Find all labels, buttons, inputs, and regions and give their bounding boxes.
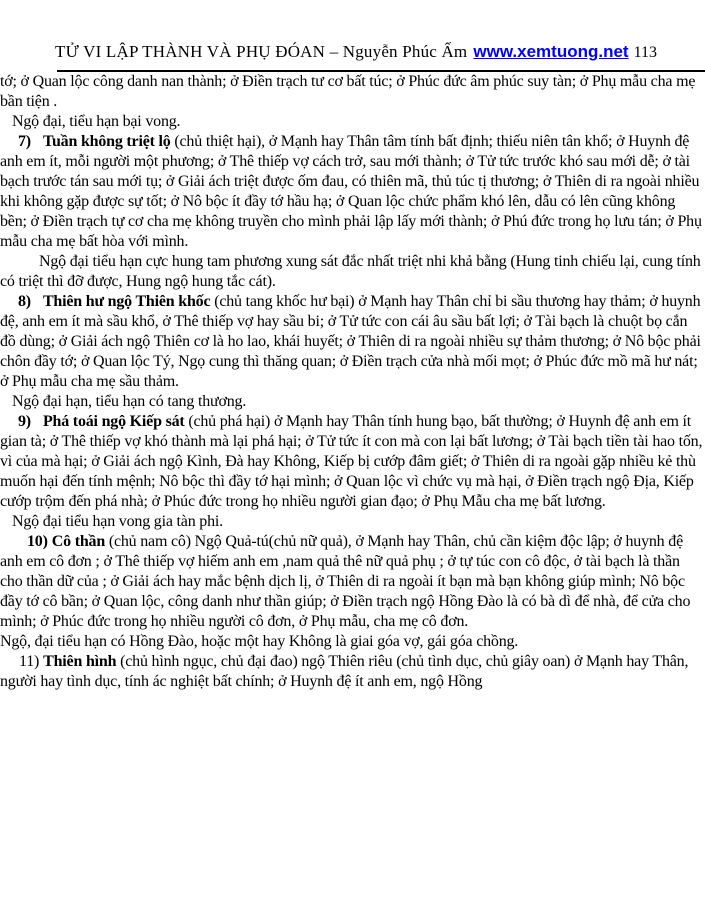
header-right [473, 42, 657, 62]
paragraph-section-8 [0, 292, 705, 392]
paragraph-ngo-dai-5: Ngộ, đại tiểu hạn có Hồng Đào, hoặc một hay Không là giai góa vợ, gái góa chồng. [0, 633, 519, 650]
section-8-body: (chủ tang khốc hư bại) ở Mạnh hay Thân chỉ bi sầu thương hay thảm; ở huynh đệ, anh em ít mà sầu khổ, ở Thê thiếp vợ hay sầu bi; ở Tử tức con cái âu sầu bất lợi; ở Tài bạch là chuột bọ cắn đồ dùng; ở Giải ách ngộ Thiên cơ là ho lao, khái huyết; ở Thiên di ra ngoài nhiều sự thảm thương; ở Nô bộc phải chôn đầy tớ; ở Quan lộc Tý, Ngọ cung thì thăng quan; ở Điền trạch cửa nhà mối mọt; ở Phúc đức mồ mã hư nát; ở Phụ mẫu cha mẹ sầu thảm. [0, 293, 701, 390]
section-9-number: 9) [18, 413, 31, 430]
book-title: TỬ VI LẬP THÀNH VÀ PHỤ ĐÓAN – Nguyễn Phúc Ấm [55, 42, 468, 61]
paragraph-ngo-dai-3: Ngộ đại hạn, tiểu hạn có tang thương. [12, 393, 247, 410]
section-8-number: 8) [18, 293, 31, 310]
section-10-number: 10) [27, 533, 48, 550]
section-7-body: (chủ thiệt hại), ở Mạnh hay Thân tâm tính bất định; thiếu niên tân khổ; ở Huynh đệ anh em ít, mỗi người một phương; ở Thê thiếp vợ cách trở, sau mới thành; ở Tử tức trước khó sau mới dễ; ở tài bạch trước tán sau mới tụ; ở Giải ách triệt được ốm đau, có thiên mã, thủ túc tị thương; ở Thiên di ra ngoài nhiều khi không gặp được sự tốt; ở Nô bộc ít đầy tớ hầu hạ; ở Quan lộc chức phẩm khó lên, dẫu có lên cũng không bền; ở Điền trạch tự cơ cha mẹ không truyền cho mình phải lập lấy mới thành; ở Phú đức trong họ lưu tán; ở Phụ mẫu cha mẹ bất hòa với mình. [0, 133, 702, 250]
paragraph-section-10 [0, 532, 705, 632]
paragraph-ngo-dai-1: Ngộ đại, tiểu hạn bại vong. [12, 113, 181, 130]
page-header [0, 0, 705, 62]
section-8-title: Thiên hư ngộ Thiên khốc [42, 293, 211, 310]
section-10-title: Cô thần [51, 533, 106, 550]
paragraph-section-7 [0, 132, 705, 252]
paragraph-section-11 [0, 652, 705, 692]
section-7-title: Tuần không triệt lộ [42, 133, 171, 150]
website-link[interactable]: www.xemtuong.net [473, 42, 629, 61]
section-9-body: (chủ phá hại) ở Mạnh hay Thân tính hung bạo, bất thường; ở Huynh đệ anh em ít gian tà; ở Thê thiếp vợ khó thành mà lại phá hại; ở Tử tức ít con mà con lại bất lương; ở Tài bạch tiền tài hao tốn, vì của mà hại; ở Giải ách ngộ Kình, Đà hay Không, Kiếp bị cướp đâm giết; ở Thiên di ra ngoài gặp nhiều kẻ thù muốn hại đến tính mệnh; Nô bộc thì đầy tớ hại mình; ở Quan lộc vì chức vụ mà hại, ở Điền trạch ngộ Địa, Kiếp cướp trộm đến phá nhà; ở Phúc đức trong họ nhiều người gian đạo; ở Phụ Mẫu cha mẹ bất lương. [0, 413, 703, 510]
body-text [0, 72, 705, 692]
section-7-number: 7) [18, 133, 31, 150]
section-9-title: Phá toái ngộ Kiếp sát [42, 413, 185, 430]
section-10-body: (chủ nam cô) Ngộ Quả-tú(chủ nữ quả), ở Mạnh hay Thân, chủ cần kiệm độc lập; ở huynh đệ anh em cô đơn ; ở Thê thiếp vợ hiếm anh em ,nam quả thê nữ quả phụ ; ở tự túc con cô độc, ở tài bạch là thần cho thần dữ của ; ở Giải ách hay mắc bệnh dịch lị, ở Thiên di ra ngoài ít bạn mà bạn không giúp mình; Nô bộc đầy tớ cô bần; ở Quan lộc, công danh như thần giúp; ở Điền trạch ngộ Hồng Đào là có bà dì để nhà, để cửa cho mình; ở Phúc đức trong họ nhiều người cô đơn, ở Phụ mẫu, cha mẹ cô đơn. [0, 533, 691, 630]
paragraph-section-9 [0, 412, 705, 512]
section-11-number: 11) [19, 653, 40, 670]
paragraph-continuation: tớ; ở Quan lộc công danh nan thành; ở Điền trạch tư cơ bất túc; ở Phúc đức âm phúc suy tàn; ở Phụ mẫu cha mẹ bần tiện . [0, 73, 696, 110]
section-11-body: (chủ hình ngục, chủ đại đao) ngộ Thiên riêu (chủ tình dục, chủ giây oan) ở Mạnh hay Thân, người hay tình dục, tính ác nghiệt bất chính; ở Huynh đệ ít anh em, ngộ Hồng [0, 653, 689, 690]
page-number: 113 [633, 44, 657, 61]
paragraph-ngo-dai-2: Ngộ đại tiểu hạn cực hung tam phương xung sát đắc nhất triệt nhi khả bằng (Hung tinh chiếu lại, cung tính có triệt thì đỡ được, Hung ngộ hung tắc cát). [0, 253, 701, 290]
section-11-title: Thiên hình [43, 653, 117, 670]
paragraph-ngo-dai-4: Ngộ đại tiểu hạn vong gia tàn phi. [12, 513, 223, 530]
